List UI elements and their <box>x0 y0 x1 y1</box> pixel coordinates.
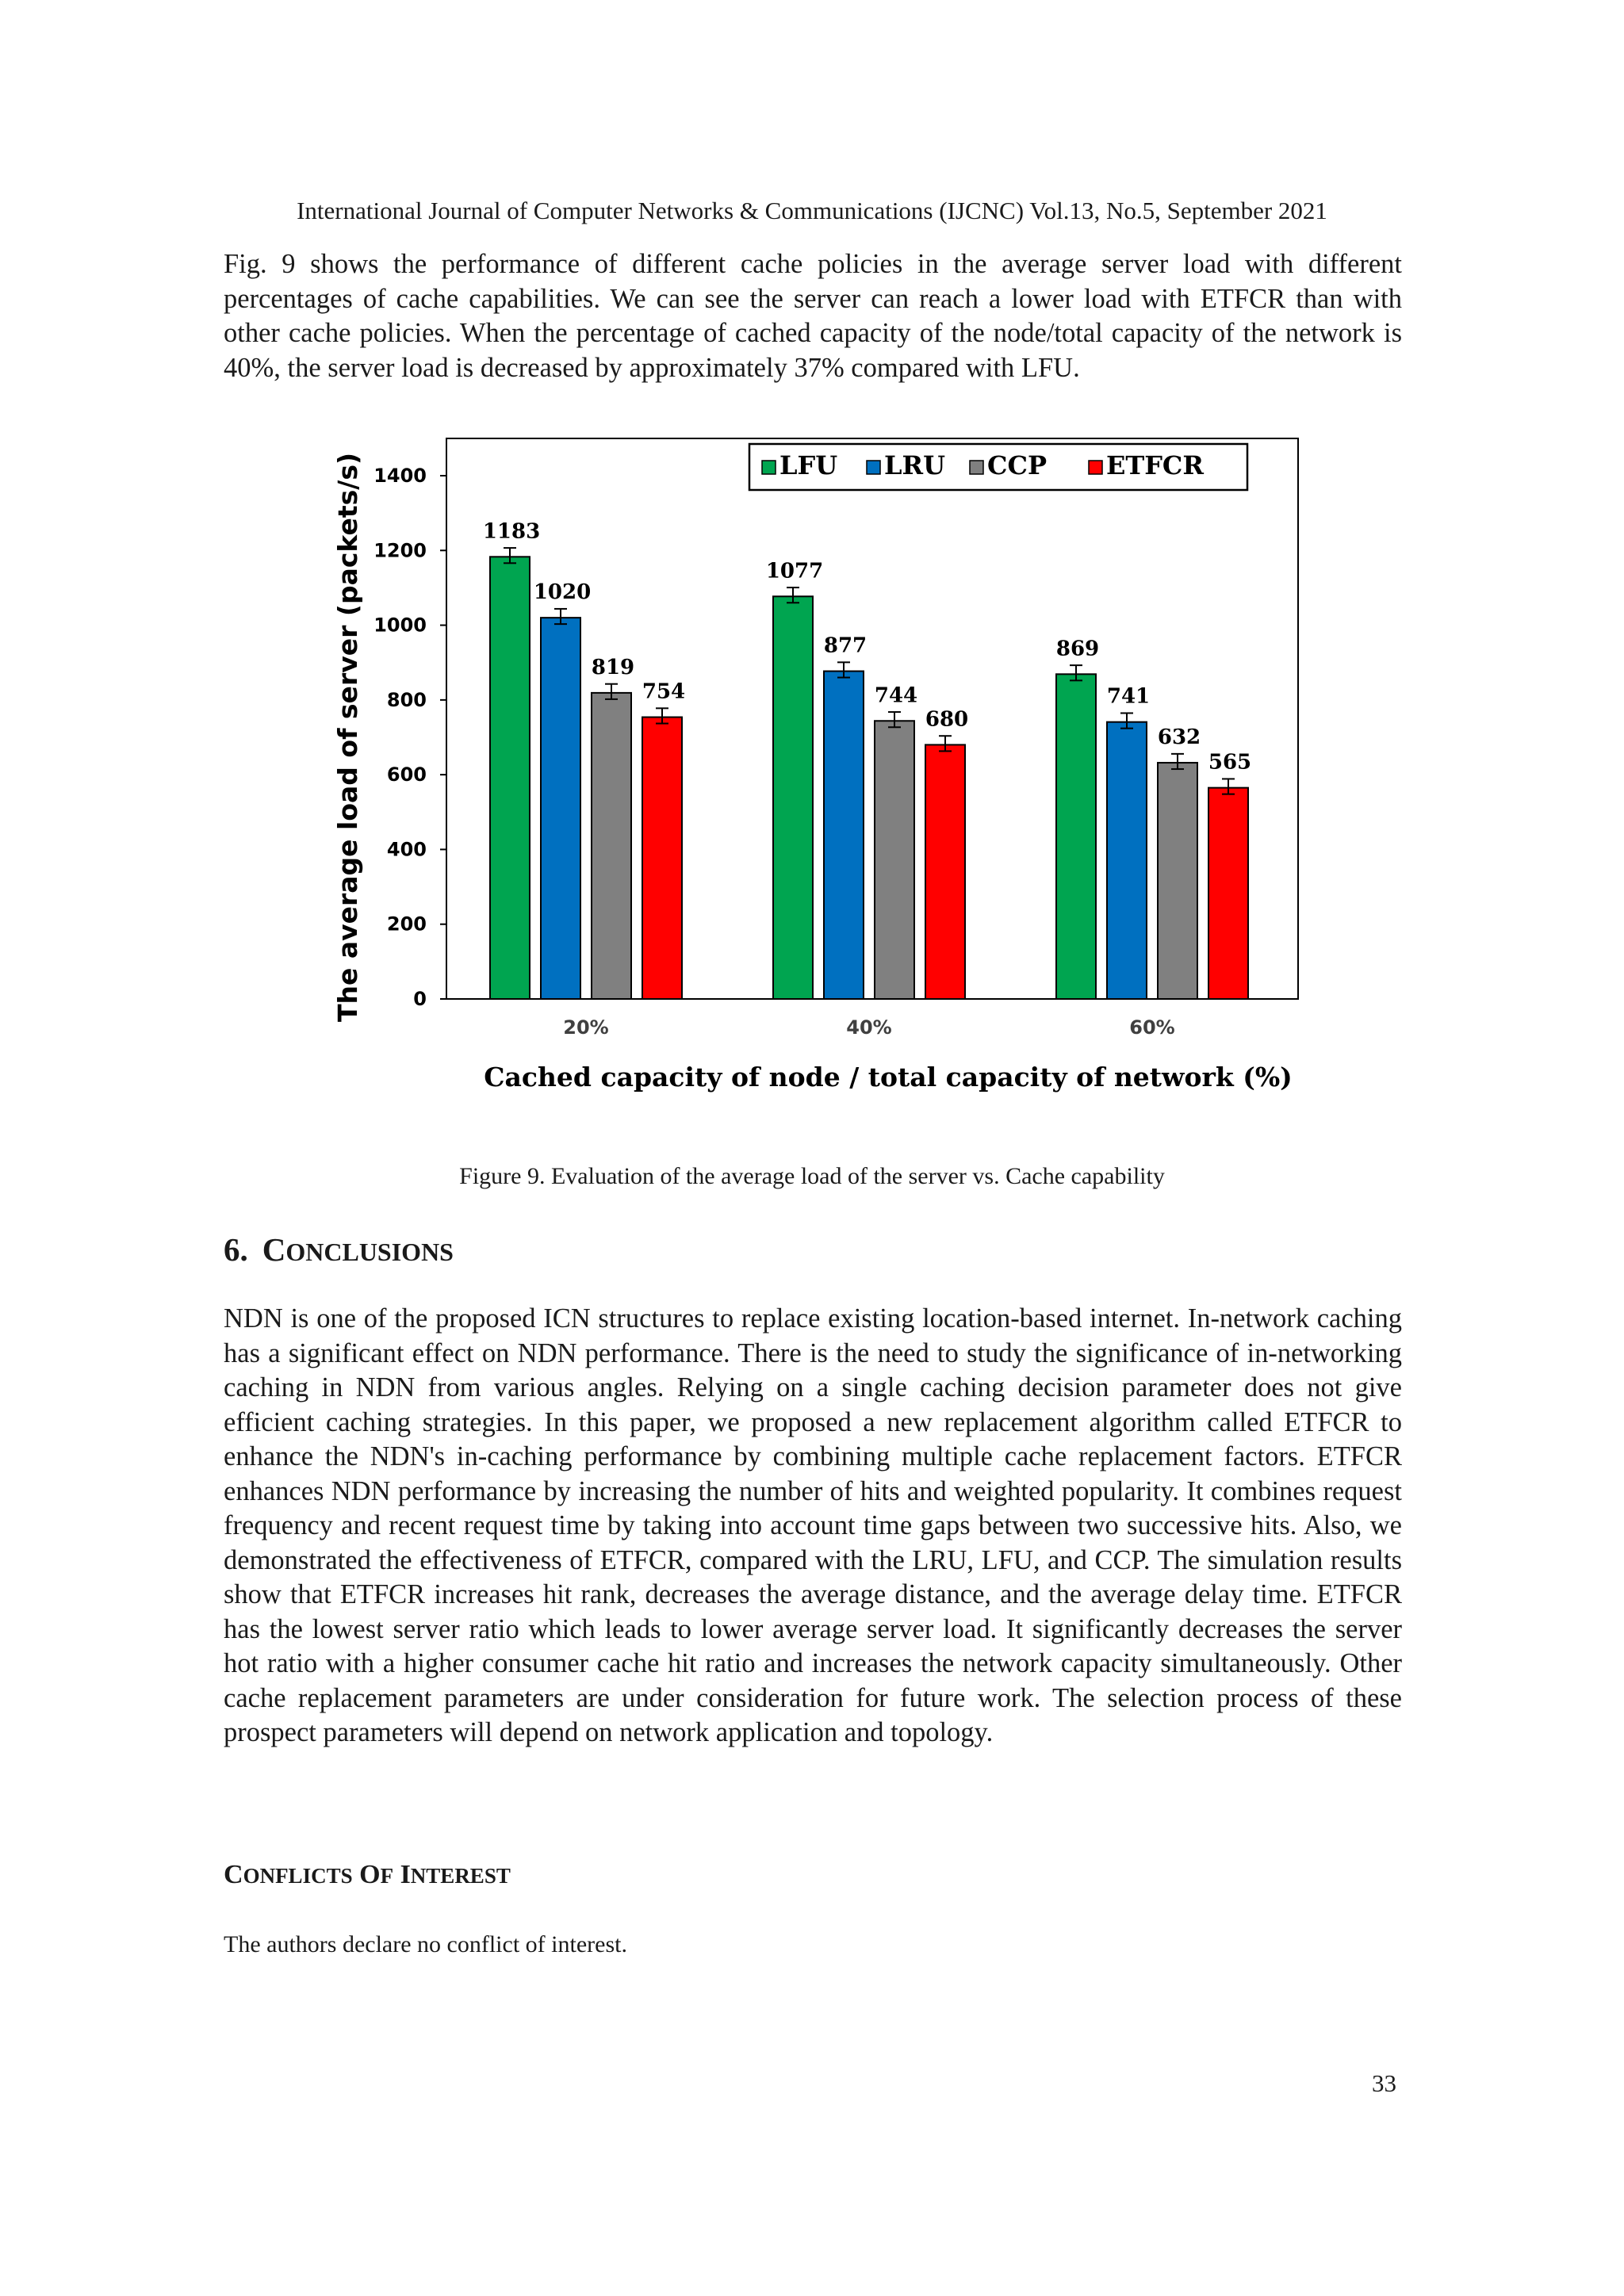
y-tick-label: 400 <box>386 838 427 861</box>
bar-etfcr-40pct <box>925 744 965 999</box>
legend-swatch-etfcr <box>1089 461 1102 474</box>
conclusions-paragraph: NDN is one of the proposed ICN structures to replace existing location-based internet. In-network caching has a significant effect on NDN performance. There is the need to study the significance of in-networking caching in NDN from various angles. Relying on a single caching decision parameter does not give efficient caching strategies. In this paper, we proposed a new replacement algorithm called ETFCR to enhance the NDN's in-caching performance by combining multiple cache replacement factors. ETFCR enhances NDN performance by increasing the number of hits and weighted popularity. It combines request frequency and recent request time by taking into account time gaps between two successive hits. Also, we demonstrated the effectiveness of ETFCR, compared with the LRU, LFU, and CCP. The simulation results show that ETFCR increases hit rank, decreases the average distance, and the average delay time. ETFCR has the lowest server ratio which leads to lower average server load. It significantly decreases the server hot ratio with a higher consumer cache hit ratio and increases the network capacity simultaneously. Other cache replacement parameters are under consideration for future work. The selection process of these prospect parameters will depend on network application and topology. <box>224 1303 1402 1747</box>
x-axis-label: Cached capacity of node / total capacity of network (%) <box>484 1062 1293 1093</box>
x-tick-label: 20% <box>563 1016 609 1039</box>
legend-swatch-lfu <box>762 461 776 474</box>
data-label: 754 <box>642 679 686 704</box>
figure-9-chart <box>317 420 1332 1118</box>
data-label: 565 <box>1208 750 1252 775</box>
x-tick-label: 60% <box>1129 1016 1175 1039</box>
data-label: 1183 <box>482 519 541 544</box>
bar-lru-40pct <box>824 672 864 999</box>
y-tick-label: 1200 <box>373 539 427 562</box>
y-tick-label: 800 <box>386 688 427 711</box>
section-number: 6. <box>224 1231 248 1268</box>
data-label: 819 <box>591 655 635 679</box>
conflicts-text: The authors declare no conflict of interest. <box>224 1931 627 1957</box>
intro-paragraph: Fig. 9 shows the performance of different cache policies in the average server load with different percentages of cache capabilities. We can see the server can reach a lower load with ETFCR than with other cache policies. When the percentage of cached capacity of the node/total capacity of the network is 40%, the server load is decreased by approximately 37% compared with LFU. <box>224 249 1402 383</box>
legend-label-ccp: CCP <box>987 450 1047 480</box>
data-label: 680 <box>925 707 969 732</box>
y-tick-label: 1400 <box>373 465 427 487</box>
running-header: International Journal of Computer Networks & Communications (IJCNC) Vol.13, No.5, September 2021 <box>297 197 1327 224</box>
data-label: 744 <box>874 683 918 708</box>
bar-ccp-60pct <box>1158 763 1197 999</box>
bar-lfu-60pct <box>1056 674 1096 999</box>
bar-etfcr-60pct <box>1208 788 1248 999</box>
x-tick-label: 40% <box>846 1016 892 1039</box>
legend-label-lru: LRU <box>884 450 945 480</box>
section-title: CONCLUSIONS <box>262 1231 454 1268</box>
y-axis-label: The average load of server (packets/s) <box>332 452 363 1023</box>
data-label: 877 <box>823 633 868 658</box>
legend-label-etfcr: ETFCR <box>1106 450 1204 480</box>
bar-ccp-20pct <box>592 693 631 999</box>
figure-caption: Figure 9. Evaluation of the average load of the server vs. Cache capability <box>459 1163 1165 1189</box>
legend-swatch-ccp <box>970 461 983 474</box>
legend-swatch-lru <box>867 461 880 474</box>
bar-lfu-20pct <box>490 557 530 999</box>
data-label: 869 <box>1055 637 1100 661</box>
bar-etfcr-20pct <box>642 718 682 999</box>
bar-chart-svg <box>317 420 1332 1118</box>
bar-lfu-40pct <box>773 596 813 999</box>
bar-ccp-40pct <box>875 721 914 999</box>
data-label: 741 <box>1106 684 1151 709</box>
y-tick-label: 600 <box>386 763 427 786</box>
y-tick-label: 200 <box>386 913 427 936</box>
legend-label-lfu: LFU <box>779 450 838 480</box>
section-heading <box>224 1230 454 1269</box>
y-tick-label: 0 <box>413 988 427 1010</box>
data-label: 1020 <box>533 580 592 605</box>
y-tick-label: 1000 <box>373 614 427 637</box>
conflicts-heading: CONFLICTS OF INTEREST <box>224 1860 511 1889</box>
bar-lru-20pct <box>541 618 580 999</box>
data-label: 1077 <box>765 559 824 584</box>
data-label: 632 <box>1157 725 1201 750</box>
bar-lru-60pct <box>1107 722 1147 999</box>
page-number: 33 <box>1372 2069 1396 2097</box>
